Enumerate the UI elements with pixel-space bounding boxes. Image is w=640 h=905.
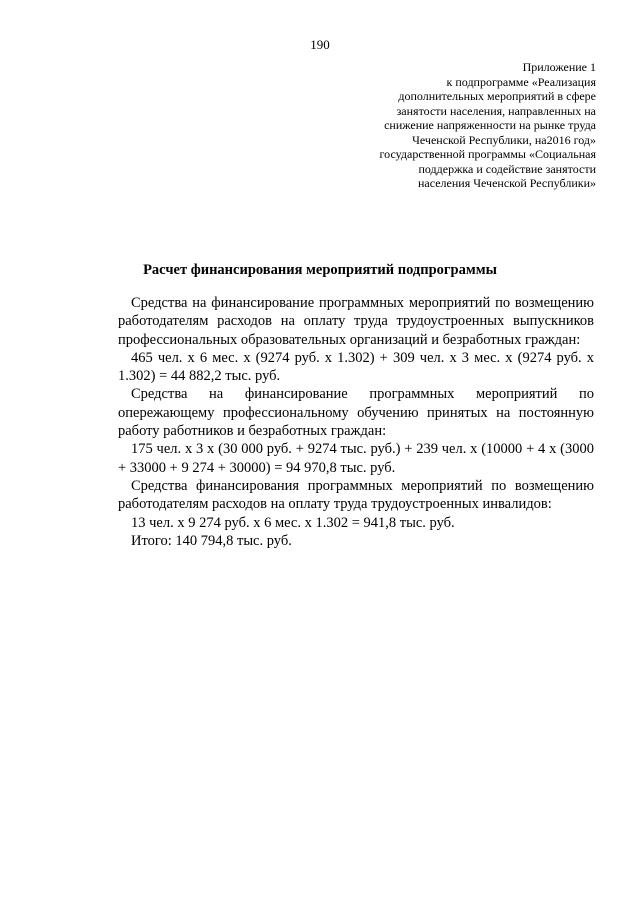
paragraph-funding-training: Средства на финансирование программных мероприятий по опережающему профессиональному обучению принятых на постоянную работу работников и безработных граждан: (118, 386, 594, 440)
appendix-line: государственной программы «Социальная (379, 147, 596, 161)
appendix-line: поддержка и содействие занятости (418, 161, 596, 176)
paragraph-funding-disabled: Средства финансирования программных мероприятий по возмещению работодателям расходов на оплату труда трудоустроенных инвалидов: (118, 477, 594, 513)
appendix-header (316, 60, 596, 191)
appendix-line: населения Чеченской Республики» (417, 176, 596, 190)
paragraph-formula-wage-reimbursement: 465 чел. х 6 мес. х (9274 руб. х 1.302) + 309 чел. х 3 мес. х (9274 руб. х 1.302) = 44 882,2 тыс. руб. (118, 349, 594, 385)
appendix-line: занятости населения, направленных на (396, 103, 596, 118)
page-number: 190 (310, 37, 330, 52)
appendix-line: Чеченской Республики, на2016 год» (412, 132, 596, 147)
document-title: Расчет финансирования мероприятий подпрограммы (143, 262, 497, 278)
document-body (118, 294, 594, 550)
paragraph-funding-wage-reimbursement: Средства на финансирование программных мероприятий по возмещению работодателям расходов на оплату труда трудоустроенных выпускников профессиональных образовательных организаций и безработных граждан: (118, 295, 594, 348)
appendix-line: к подпрограмме «Реализация (446, 74, 596, 89)
paragraph-total: Итого: 140 794,8 тыс. руб. (131, 532, 292, 549)
paragraph-formula-training: 175 чел. х 3 х (30 000 руб. + 9274 тыс. руб.) + 239 чел. х (10000 + 4 х (3000 + 33000 + 9 274 + 30000) = 94 970,8 тыс. руб. (118, 441, 594, 476)
appendix-line: дополнительных мероприятий в сфере (398, 89, 596, 103)
appendix-line: снижение напряженности на рынке труда (384, 118, 596, 132)
paragraph-formula-disabled: 13 чел. х 9 274 руб. х 6 мес. х 1.302 = 941,8 тыс. руб. (131, 514, 455, 531)
appendix-line: Приложение 1 (522, 60, 596, 74)
